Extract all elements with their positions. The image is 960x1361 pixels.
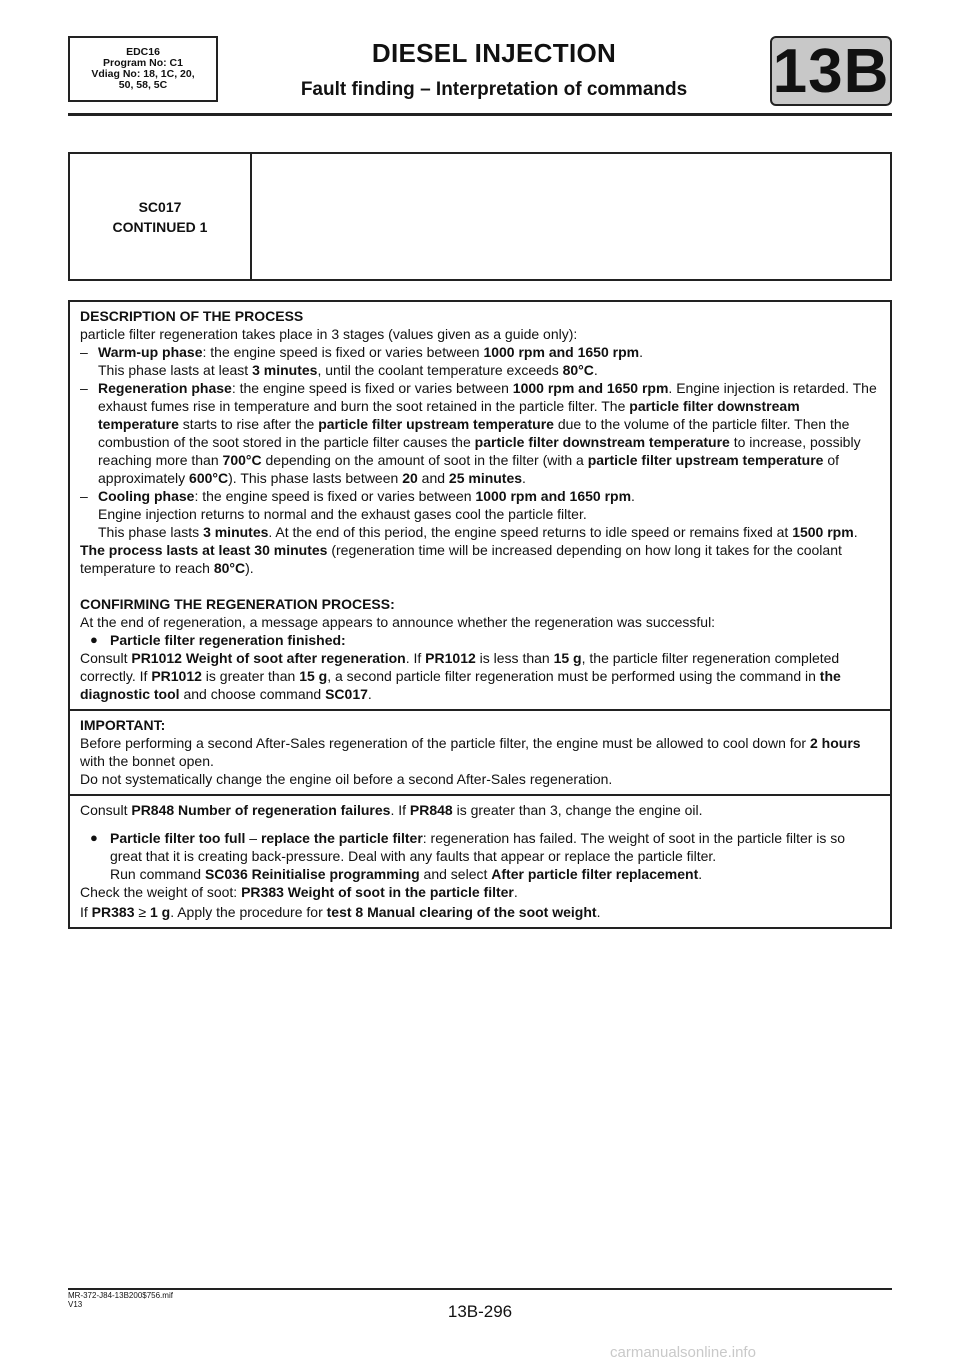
text: Before performing a second After-Sales regeneration of the particle filter, the engine must be allowed to cool down for [80,735,810,751]
text: , a second particle filter regeneration must be performed using the command in [327,668,820,684]
failure-section [70,796,890,927]
text: and [417,470,449,486]
text: . Apply the procedure for [170,904,327,920]
confirm-detail [80,649,880,703]
option: After particle filter replacement [491,866,699,882]
temperature: 600°C [189,470,229,486]
text: ). This phase lasts between [228,470,403,486]
text: is greater than [201,668,300,684]
doc-ref: MR-372-J84-13B200$756.mif [68,1291,173,1300]
rpm-range: 1000 rpm and 1650 rpm [475,488,632,504]
text: . If [405,650,426,666]
important-section [70,711,890,796]
param: PR1012 [151,668,202,684]
duration: 20 [402,470,418,486]
param: particle filter downstream temperature [474,434,730,450]
text: Run command [110,866,205,882]
param: PR848 Number of regeneration failures [131,802,391,818]
text: Engine injection returns to normal and the exhaust gases cool the particle filter. [98,506,587,522]
text: . Engine injection is retarded. The exhaust fumes rise in temperature and burn the soot retained in the particle filter. The [98,380,877,414]
param: PR848 [409,802,453,818]
bullet-icon: ● [90,632,98,647]
text: of approximately [98,452,840,486]
finished-bullet [80,631,880,649]
bullet-icon: ● [90,830,98,845]
text: due to the volume of the particle filter. Then the combustion of the soot stored in the particle filter causes the [98,416,850,450]
text: to increase, possibly reaching more than [98,434,861,468]
info-line: EDC16 [126,46,160,58]
finished-label: Particle filter regeneration finished: [110,632,346,648]
operator: ≥ [134,904,150,920]
text: . [596,904,601,920]
dash-marker: – [80,344,88,360]
version: V13 [68,1300,83,1309]
param: PR1012 Weight of soot after regeneration [131,650,406,666]
duration: 3 minutes [252,362,318,378]
duration: 3 minutes [203,524,269,540]
text: and select [419,866,492,882]
command-continued: CONTINUED 1 [112,218,208,235]
text: and choose command [179,686,326,702]
text: with the bonnet open. [80,753,214,769]
replace-label: replace the particle filter [260,830,423,846]
param: particle filter upstream temperature [587,452,824,468]
too-full-bullet [80,829,880,883]
text: , the particle filter regeneration completed correctly. If [80,650,840,684]
command: SC036 Reinitialise programming [204,866,420,882]
confirm-intro: At the end of regeneration, a message appears to announce whether the regeneration was successful: [80,614,716,630]
text: starts to rise after the [178,416,319,432]
regeneration-phase [80,379,880,487]
text: If [80,904,92,920]
header-title-block [220,36,768,101]
temperature: 80°C [213,560,246,576]
text: . [698,866,703,882]
text: is greater than 3, change the engine oil. [452,802,703,818]
dash-marker: – [80,488,88,504]
too-full-label: Particle filter too full [110,830,246,846]
param: particle filter downstream temperature [98,398,800,432]
value: 15 g [553,650,582,666]
param: particle filter upstream temperature [318,416,554,432]
text: . At the end of this period, the engine speed returns to idle speed or remains fixed at [268,524,793,540]
text: : the engine speed is fixed or varies between [202,344,484,360]
cool-label: Cooling phase [98,488,195,504]
text: ). [245,560,254,576]
command: SC017 [325,686,368,702]
info-line: Vdiag No: 18, 1C, 20, [91,68,195,80]
watermark: carmanualsonline.info [610,1344,756,1361]
process-heading: DESCRIPTION OF THE PROCESS [80,308,304,324]
text: : regeneration has failed. The weight of soot in the particle filter is so great that it is creating back-pressure. Deal with any faults that appear or replace the particle filter. [110,830,846,864]
vehicle-info-box [68,36,218,102]
dash-marker: – [80,380,88,396]
text: . [639,344,643,360]
confirm-heading: CONFIRMING THE REGENERATION PROCESS: [80,596,395,612]
section-code-badge: 13B [770,36,892,106]
value: 15 g [299,668,328,684]
text: . [853,524,858,540]
param: PR383 [91,904,135,920]
text: Check the weight of soot: [80,884,242,900]
text: , until the coolant temperature exceeds [317,362,563,378]
text: . [631,488,635,504]
text: This phase lasts [98,524,204,540]
text: – [245,830,261,846]
process-section [70,302,890,711]
page-subtitle: Fault finding – Interpretation of commands [300,79,688,100]
temperature: 80°C [562,362,594,378]
info-line: 50, 58, 5C [118,79,168,91]
process-intro: particle filter regeneration takes place in 3 stages (values given as a guide only): [80,326,578,342]
info-line: Program No: C1 [103,57,183,69]
tool: the diagnostic tool [80,668,841,702]
rpm-range: 1000 rpm and 1650 rpm [483,344,640,360]
page-number: 13B-296 [447,1302,513,1321]
text: Consult [80,802,132,818]
text: : the engine speed is fixed or varies between [231,380,513,396]
rpm: 1500 rpm [792,524,854,540]
text: This phase lasts at least [98,362,253,378]
text: : the engine speed is fixed or varies between [194,488,476,504]
soot-check-line [80,883,880,901]
regen-label: Regeneration phase [98,380,232,396]
warmup-phase [80,343,880,379]
footer-divider [68,1288,892,1290]
text: . [522,470,526,486]
text: is less than [475,650,554,666]
text: . [513,884,518,900]
important-heading: IMPORTANT: [80,717,166,733]
important-text [80,734,880,770]
procedure-box [68,300,892,929]
important-note: Do not systematically change the engine oil before a second After-Sales regeneration. [80,771,613,787]
text: Consult [80,650,132,666]
process-total [80,541,880,577]
text: (regeneration time will be increased depending on how long it takes for the coolant temperature to reach [80,542,842,576]
test-ref: test 8 Manual clearing of the soot weight [326,904,597,920]
rpm-range: 1000 rpm and 1650 rpm [512,380,669,396]
header-divider [68,113,892,116]
pr848-line [80,801,880,819]
temperature: 700°C [222,452,262,468]
value: 1 g [149,904,171,920]
pr383-line [80,903,880,921]
text: . If [390,802,410,818]
duration: 25 minutes [448,470,523,486]
command-code: SC017 [138,198,182,215]
text: depending on the amount of soot in the filter (with a [261,452,588,468]
text: . [593,362,598,378]
warmup-label: Warm-up phase [98,344,203,360]
command-cell [70,154,252,279]
page-title: DIESEL INJECTION [371,38,617,68]
duration: 2 hours [809,735,861,751]
cooling-phase [80,487,880,541]
command-table [68,152,892,281]
param: PR1012 [425,650,476,666]
param: PR383 Weight of soot in the particle filter [241,884,514,900]
text: . [367,686,372,702]
total-duration: The process lasts at least 30 minutes [80,542,328,558]
